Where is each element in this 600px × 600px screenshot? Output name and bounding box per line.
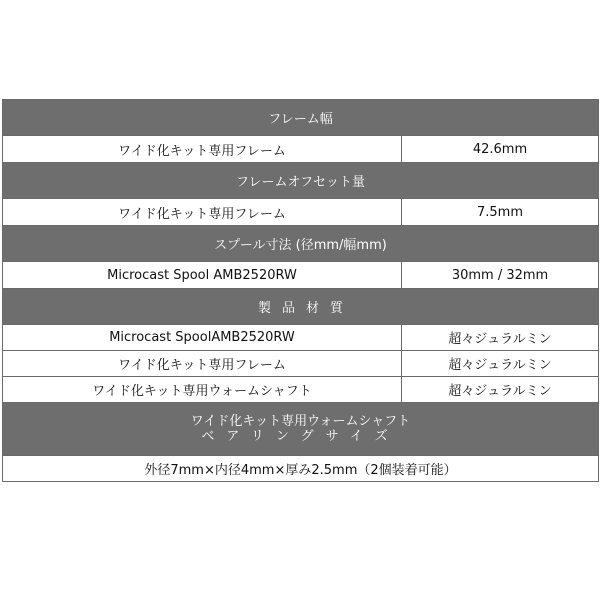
spool-size-header-row [3,226,599,262]
table-row [3,377,599,403]
frame-offset-item: ワイド化キット専用フレーム [3,199,402,226]
material-header: 製品材質 [258,301,355,316]
table-row [3,199,599,226]
frame-offset-value: 7.5mm [402,199,599,226]
material-item: ワイド化キット専用フレーム [3,351,402,377]
material-value: 超々ジュラルミン [402,377,599,403]
table-row [3,325,599,351]
material-value: 超々ジュラルミン [402,325,599,351]
table-row [3,351,599,377]
frame-width-value: 42.6mm [402,136,599,163]
table-row [3,262,599,289]
bearing-value: 外径7mm×内径4mm×厚み2.5mm（2個装着可能） [3,456,599,482]
frame-offset-header: フレームオフセット量 [3,163,599,199]
frame-width-header-row [3,100,599,136]
frame-offset-header-row [3,163,599,199]
frame-width-item: ワイド化キット専用フレーム [3,136,402,163]
bearing-header-row [3,403,599,456]
spec-table [2,99,599,482]
spool-size-item: Microcast Spool AMB2520RW [3,262,402,289]
material-value: 超々ジュラルミン [402,351,599,377]
spool-size-header: スプール寸法 (径mm/幅mm) [3,226,599,262]
bearing-header-cell [3,403,599,456]
material-item: ワイド化キット専用ウォームシャフト [3,377,402,403]
material-item: Microcast SpoolAMB2520RW [3,325,402,351]
bearing-header-line2: ベアリングサイズ [201,429,400,444]
spool-size-value: 30mm / 32mm [402,262,599,289]
frame-width-header: フレーム幅 [3,100,599,136]
bearing-header-line1: ワイド化キット専用ウォームシャフト [190,414,411,429]
material-header-cell [3,289,599,325]
material-header-row [3,289,599,325]
table-row [3,456,599,482]
table-row [3,136,599,163]
